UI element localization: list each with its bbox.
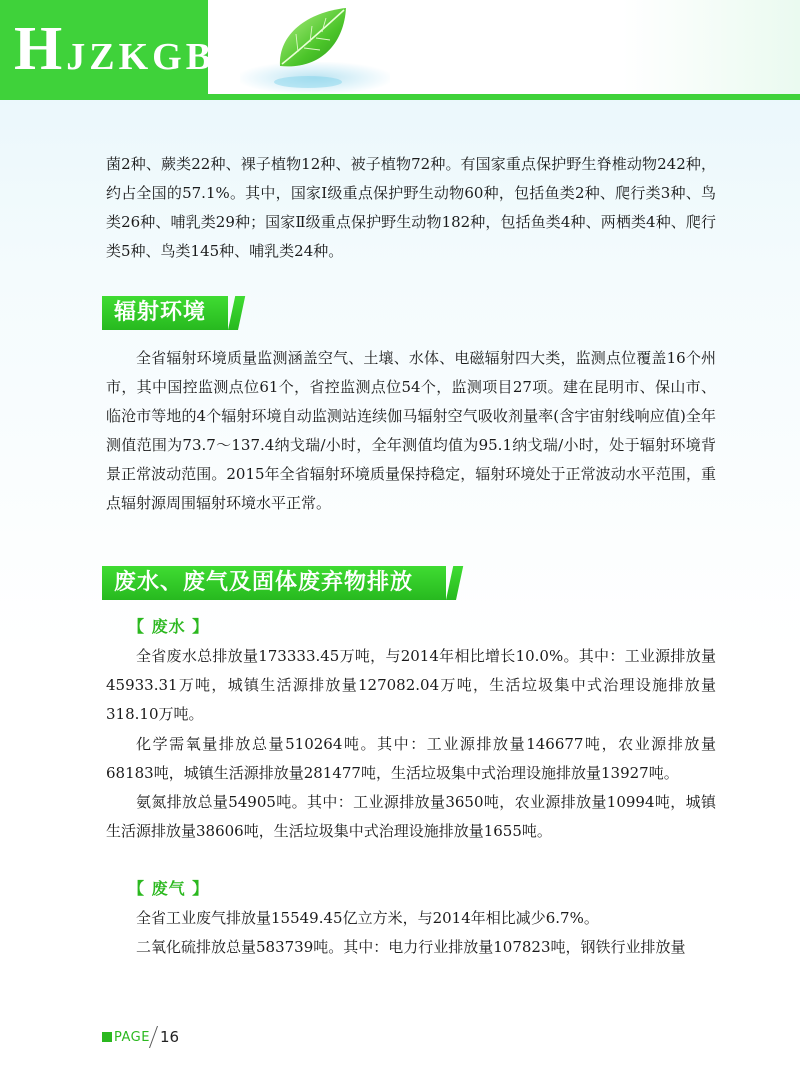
subheading-wastewater: 【 废水 】	[128, 617, 210, 636]
footer-marker-icon	[102, 1032, 112, 1042]
footer-page-word: PAGE	[114, 1029, 150, 1045]
footer-slash	[149, 1026, 158, 1048]
section-heading-radiation: 辐射环境	[102, 296, 228, 330]
logo-text	[14, 15, 216, 83]
waste-gas-paragraph-1: 全省工业废气排放量15549.45亿立方米，与2014年相比减少6.7%。	[136, 909, 599, 927]
page-number: 16	[159, 1028, 180, 1046]
intro-paragraph: 菌2种、蕨类22种、裸子植物12种、被子植物72种。有国家重点保护野生脊椎动物242种，约占全国的57.1%。其中，国家Ⅰ级重点保护野生动物60种，包括鱼类2种、爬行类3种、鸟类26种、哺乳类29种；国家Ⅱ级重点保护野生动物182种，包括鱼类4种、两栖类4种、爬行类5种、鸟类145种、哺乳类24种。	[106, 155, 716, 260]
section-heading-emissions: 废水、废气及固体废弃物排放	[102, 566, 446, 600]
logo-initial: H	[14, 15, 67, 83]
wastewater-paragraph-3: 氨氮排放总量54905吨。其中：工业源排放量3650吨，农业源排放量10994吨，城镇生活源排放量38606吨，生活垃圾集中式治理设施排放量1655吨。	[106, 793, 716, 840]
logo	[0, 0, 216, 100]
subheading-waste-gas: 【 废气 】	[128, 879, 210, 898]
logo-rest: JZKGB	[66, 36, 216, 78]
leaf-icon	[268, 4, 358, 96]
waste-gas-paragraph-2: 二氧化硫排放总量583739吨。其中：电力行业排放量107823吨，钢铁行业排放量	[136, 938, 686, 956]
page-footer	[102, 1026, 179, 1048]
wastewater-paragraph-2: 化学需氧量排放总量510264吨。其中：工业源排放量146677吨，农业源排放量68183吨，城镇生活源排放量281477吨，生活垃圾集中式治理设施排放量13927吨。	[106, 735, 716, 782]
wastewater-paragraph-1: 全省废水总排放量173333.45万吨，与2014年相比增长10.0%。其中：工业源排放量45933.31万吨，城镇生活源排放量127082.04万吨，生活垃圾集中式治理设施排放量318.10万吨。	[106, 647, 716, 723]
radiation-paragraph: 全省辐射环境质量监测涵盖空气、土壤、水体、电磁辐射四大类，监测点位覆盖16个州市，其中国控监测点位61个，省控监测点位54个，监测项目27项。建在昆明市、保山市、临沧市等地的4个辐射环境自动监测站连续伽马辐射空气吸收剂量率(含宇宙射线响应值)全年测值范围为73.7～137.4纳戈瑞/小时，全年测值均值为95.1纳戈瑞/小时，处于辐射环境背景正常波动范围。2015年全省辐射环境质量保持稳定，辐射环境处于正常波动水平范围，重点辐射源周围辐射环境水平正常。	[106, 349, 716, 512]
